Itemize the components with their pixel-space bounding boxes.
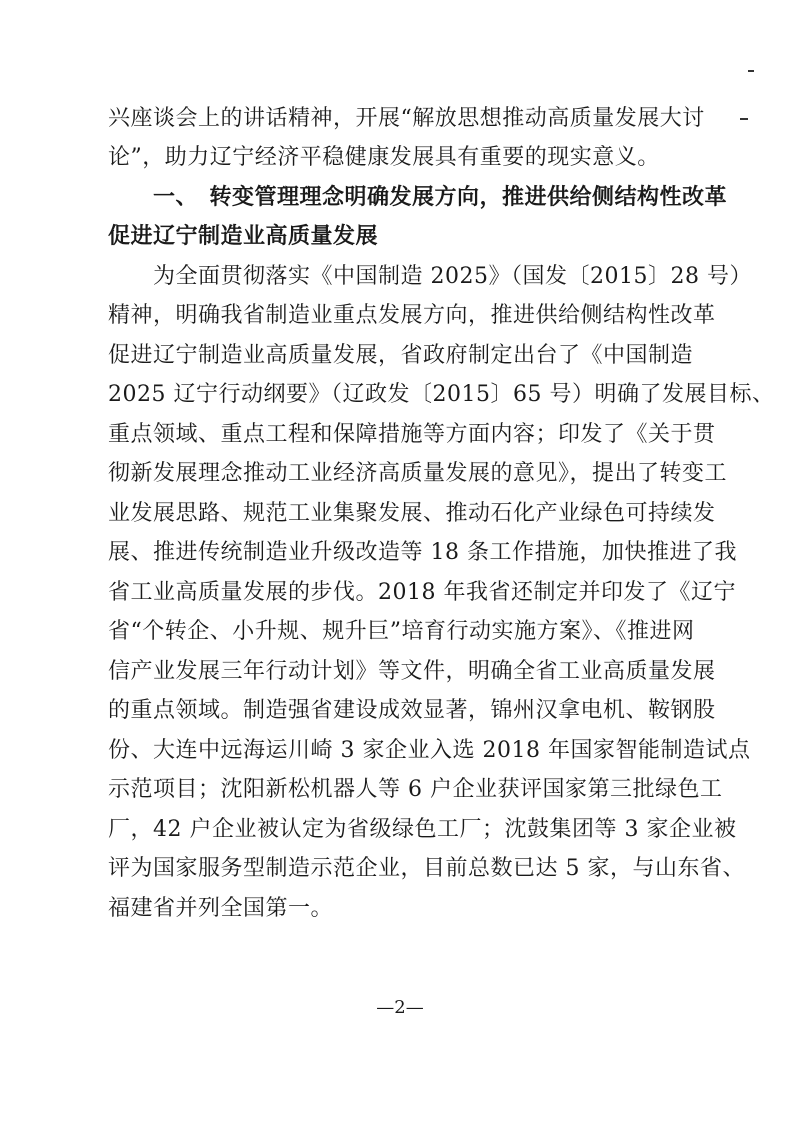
section-heading-line-2: 促进辽宁制造业高质量发展 xyxy=(108,224,379,249)
body-line-1: 兴座谈会上的讲话精神，开展“解放思想推动高质量发展大讨 xyxy=(108,106,705,131)
body-line-15: 信产业发展三年行动计划》等文件，明确全省工业高质量发展 xyxy=(108,659,716,684)
body-line-9: 重点领域、重点工程和保障措施等方面内容；印发了《关于贯 xyxy=(108,422,716,447)
body-line-16: 的重点领域。制造强省建设成效显著，锦州汉拿电机、鞍钢股 xyxy=(108,698,716,723)
page-number: —2— xyxy=(376,997,424,1018)
body-line-7: 促进辽宁制造业高质量发展，省政府制定出台了《中国制造 xyxy=(108,343,694,368)
margin-mark-right xyxy=(740,118,748,120)
body-line-21: 福建省并列全国第一。 xyxy=(108,896,334,921)
body-line-13: 省工业高质量发展的步伐。2018 年我省还制定并印发了《辽宁 xyxy=(108,580,736,605)
body-line-19: 厂，42 户企业被认定为省级绿色工厂；沈鼓集团等 3 家企业被 xyxy=(108,817,737,842)
body-line-18: 示范项目；沈阳新松机器人等 6 户企业获评国家第三批绿色工 xyxy=(108,777,723,802)
body-line-8: 2025 辽宁行动纲要》（辽政发〔2015〕65 号）明确了发展目标、 xyxy=(108,382,775,407)
body-line-2: 论”，助力辽宁经济平稳健康发展具有重要的现实意义。 xyxy=(108,145,660,170)
body-line-10: 彻新发展理念推动工业经济高质量发展的意见》，提出了转变工 xyxy=(108,461,728,486)
body-line-20: 评为国家服务型制造示范企业，目前总数已达 5 家，与山东省、 xyxy=(108,856,745,881)
margin-mark-top xyxy=(748,70,754,72)
body-line-5: 为全面贯彻落实《中国制造 2025》（国发〔2015〕28 号） xyxy=(108,264,752,289)
body-line-6: 精神，明确我省制造业重点发展方向，推进供给侧结构性改革 xyxy=(108,303,716,328)
body-line-14: 省“个转企、小升规、规升巨”培育行动实施方案》、《推进网 xyxy=(108,619,695,644)
section-heading-line-1: 一、 转变管理理念明确发展方向，推进供给侧结构性改革 xyxy=(108,185,728,210)
body-line-12: 展、推进传统制造业升级改造等 18 条工作措施，加快推进了我 xyxy=(108,540,737,565)
body-line-11: 业发展思路、规范工业集聚发展、推动石化产业绿色可持续发 xyxy=(108,501,716,526)
body-line-17: 份、大连中远海运川崎 3 家企业入选 2018 年国家智能制造试点 xyxy=(108,738,751,763)
